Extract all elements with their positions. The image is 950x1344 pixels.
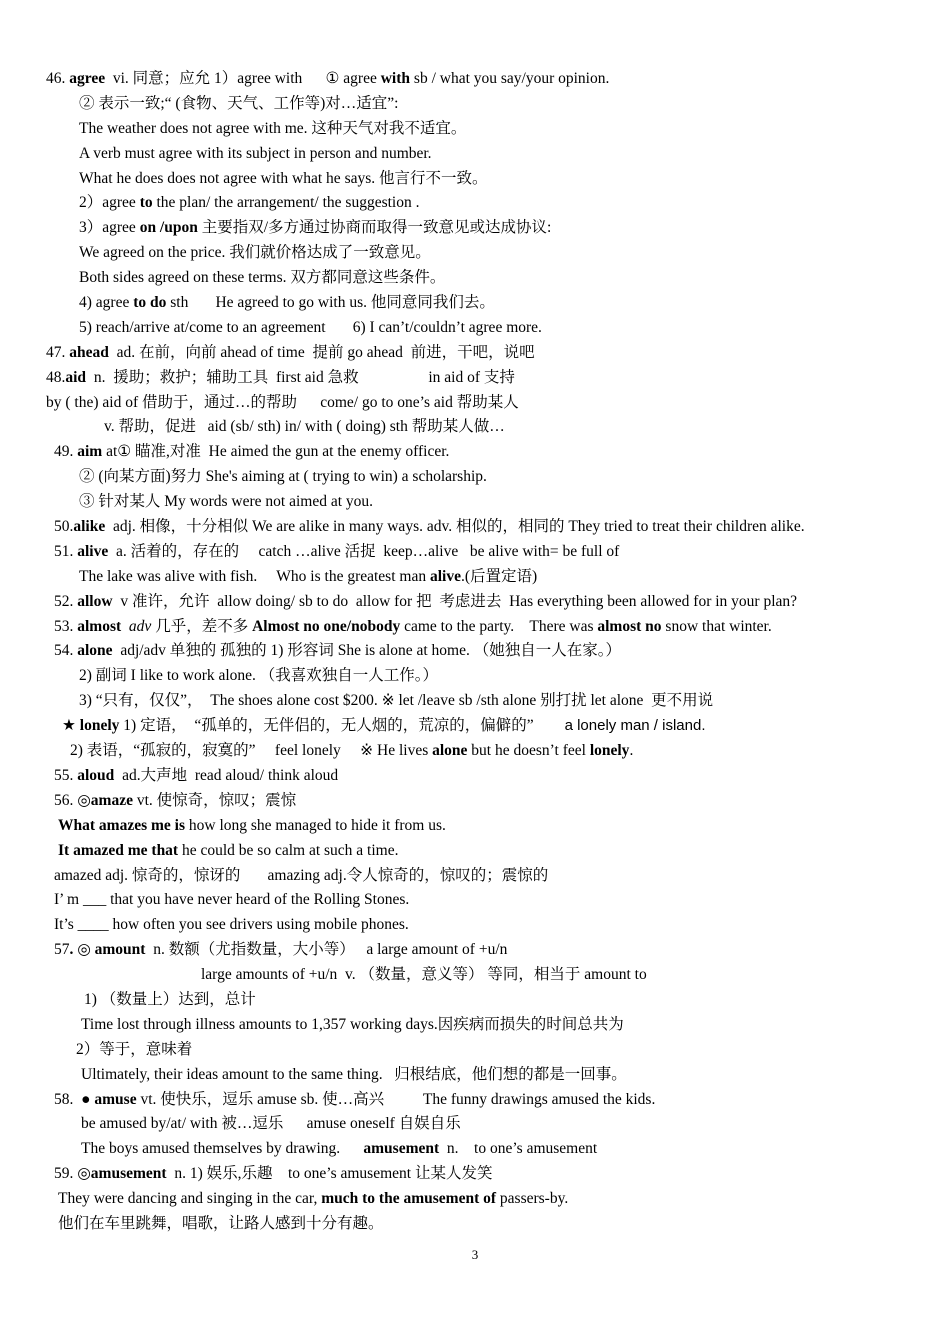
text-segment: vi. 同意；应允 1）agree with ① agree	[105, 70, 381, 87]
text-line	[0, 1038, 950, 1063]
text-segment: 53.	[54, 617, 78, 635]
text-segment: n. 1) 娱乐,乐趣 to one’s amusement 让某人发笑	[166, 1165, 493, 1183]
text-segment: aloud	[77, 766, 115, 784]
text-segment: came to the party. There was	[400, 617, 598, 635]
text-line	[0, 814, 950, 839]
text-line	[0, 714, 950, 739]
text-line	[0, 1112, 950, 1137]
text-line	[0, 167, 950, 192]
text-segment: 57	[54, 941, 70, 959]
text-segment: he could be so calm at such a time.	[178, 841, 399, 859]
text-segment: I’ m ___ that you have never heard of the Rolling Stones.	[54, 891, 410, 909]
text-segment: 58. ●	[54, 1090, 95, 1108]
text-segment: 几乎，差不多	[151, 617, 253, 635]
text-segment: 55.	[54, 766, 78, 784]
text-segment: to do	[133, 294, 167, 312]
text-segment: alone	[432, 742, 468, 760]
text-line	[0, 1212, 950, 1237]
text-segment: lonely	[589, 742, 630, 760]
text-segment: 5) reach/arrive at/come to an agreement 6) I can’t/couldn’t agree more.	[79, 318, 542, 336]
text-segment: ② (向某方面)努力 She's aiming at ( trying to win) a scholarship.	[79, 468, 487, 486]
text-segment: adv	[128, 617, 152, 635]
text-segment: 47.	[46, 343, 70, 361]
text-segment: amuse	[94, 1090, 137, 1108]
text-segment: at① 瞄准,对准 He aimed the gun at the enemy officer.	[102, 443, 450, 461]
text-segment: 2）agree	[79, 194, 140, 212]
text-segment	[121, 618, 129, 635]
text-segment: 50.	[54, 518, 74, 536]
text-segment: but he doesn’t feel	[467, 742, 590, 760]
text-segment: The boys amused themselves by drawing.	[81, 1140, 364, 1158]
text-segment: n. 援助；救护；辅助工具 first aid 急救 in aid of 支持	[86, 368, 515, 386]
text-segment: alone	[77, 642, 113, 660]
text-segment: The weather does not agree with me. 这种天气对我不适宜。	[79, 119, 467, 137]
text-segment: amazed adj. 惊奇的，惊讶的 amazing adj.令人惊奇的，惊叹的；震惊的	[54, 866, 549, 884]
text-segment: lonely	[79, 717, 120, 735]
text-segment: v. 帮助，促进 aid (sb/ sth) in/ with ( doing) sth 帮助某人做…	[104, 418, 505, 436]
text-segment: ad. 在前，向前 ahead of time 提前 go ahead 前进，干吧，说吧	[108, 343, 535, 361]
text-line	[0, 689, 950, 714]
text-segment: 56. ◎	[54, 791, 91, 809]
text-segment: 3) “只有，仅仅”， The shoes alone cost $200. ※ let /leave sb /sth alone 别打扰 let alone 更不用说	[79, 692, 714, 710]
text-segment: 51.	[54, 542, 78, 560]
text-segment: ★	[62, 717, 80, 735]
text-segment: aim	[77, 443, 103, 461]
text-segment: n. to one’s amusement	[439, 1140, 598, 1158]
text-segment: adj/adv 单独的 孤独的 1) 形容词 She is alone at home. （她独自一人在家。）	[112, 642, 621, 660]
text-segment: 4) agree	[79, 294, 134, 312]
text-line	[0, 1187, 950, 1212]
text-segment: Almost no one/nobody	[252, 617, 401, 635]
text-line	[0, 988, 950, 1013]
text-segment: alike	[73, 518, 106, 536]
text-segment: ② 表示一致;“ (食物、天气、工作等)对…适宜”:	[79, 94, 399, 112]
text-segment: 2）等于，意味着	[76, 1040, 193, 1058]
text-line	[0, 963, 950, 988]
text-line	[0, 515, 950, 540]
text-segment: n. 数额（尤指数量，大小等） a large amount of +u/n	[145, 941, 508, 959]
text-segment: A verb must agree with its subject in person and number.	[79, 144, 432, 162]
text-segment: with	[380, 70, 411, 87]
text-segment: the plan/ the arrangement/ the suggestion .	[152, 194, 420, 212]
text-line	[0, 565, 950, 590]
text-segment: They were dancing and singing in the car,	[58, 1190, 322, 1208]
text-line	[0, 291, 950, 316]
text-line	[0, 191, 950, 216]
text-segment: much to the amusement of	[321, 1190, 497, 1208]
text-line	[0, 1088, 950, 1113]
text-segment: 59. ◎	[54, 1165, 91, 1183]
text-segment: snow that winter.	[661, 617, 772, 635]
text-line	[0, 1137, 950, 1162]
text-segment: large amounts of +u/n v. （数量，意义等） 等同，相当于 amount to	[201, 966, 647, 984]
text-segment: 54.	[54, 642, 78, 660]
text-segment: 1) （数量上）达到，总计	[84, 990, 256, 1008]
text-line	[0, 490, 950, 515]
text-segment: Ultimately, their ideas amount to the same thing. 归根结底，他们想的都是一回事。	[81, 1065, 627, 1083]
text-line	[0, 764, 950, 789]
text-line	[0, 1063, 950, 1088]
text-segment: 主要指双/多方通过协商而取得一致意见或达成协议:	[197, 219, 552, 237]
text-segment: ③ 针对某人 My words were not aimed at you.	[79, 493, 374, 511]
text-line	[0, 540, 950, 565]
text-segment: ahead	[69, 343, 109, 361]
text-segment: amaze	[90, 791, 133, 809]
text-segment: .(后置定语)	[460, 567, 538, 585]
text-segment: how long she managed to hide it from us.	[185, 816, 446, 834]
text-segment: on /upon	[139, 219, 198, 237]
text-segment: It’s ____ how often you see drivers using mobile phones.	[54, 916, 409, 934]
text-segment: a. 活着的，存在的 catch …alive 活捉 keep…alive be alive with= be full of	[108, 542, 620, 560]
text-line	[0, 739, 950, 764]
text-segment: 他们在车里跳舞，唱歌，让路人感到十分有趣。	[58, 1214, 384, 1232]
text-line	[0, 341, 950, 366]
text-line	[0, 639, 950, 664]
text-line	[0, 1162, 950, 1187]
text-segment: Time lost through illness amounts to 1,357 working days.因疾病而损失的时间总共为	[81, 1015, 624, 1033]
text-line	[0, 615, 950, 640]
text-segment: passers-by.	[496, 1190, 569, 1208]
text-segment: What amazes me is	[58, 816, 185, 834]
text-line	[0, 316, 950, 341]
text-line	[0, 888, 950, 913]
text-line	[0, 266, 950, 291]
text-segment: What he does does not agree with what he says. 他言行不一致。	[79, 169, 488, 187]
text-segment: sth He agreed to go with us. 他同意同我们去。	[166, 294, 495, 312]
text-segment: almost	[77, 617, 122, 635]
text-segment: vt. 使快乐，逗乐 amuse sb. 使…高兴 The funny drawings amused the kids.	[136, 1090, 656, 1108]
text-segment: aid	[65, 368, 87, 386]
text-line	[0, 465, 950, 490]
text-line	[0, 664, 950, 689]
text-segment: allow	[77, 592, 113, 610]
text-segment: alive	[77, 542, 109, 560]
text-line	[0, 142, 950, 167]
text-segment: 2) 副词 I like to work alone. （我喜欢独自一人工作。）	[79, 667, 439, 685]
text-line	[0, 391, 950, 416]
text-segment: 52.	[54, 592, 78, 610]
text-line	[0, 839, 950, 864]
text-segment: 2) 表语，“孤寂的，寂寞的” feel lonely ※ He lives	[70, 742, 433, 760]
text-line	[0, 366, 950, 391]
text-segment: The lake was alive with fish. Who is the greatest man	[79, 567, 430, 585]
text-segment: 48.	[46, 368, 66, 386]
text-line	[0, 440, 950, 465]
text-line	[0, 415, 950, 440]
page-number: 3	[471, 1247, 479, 1262]
text-segment: We agreed on the price. 我们就价格达成了一致意见。	[79, 244, 431, 262]
text-line	[0, 216, 950, 241]
text-segment: alive	[429, 567, 461, 585]
text-line	[0, 938, 950, 963]
text-segment: amusement	[363, 1140, 440, 1158]
text-segment: almost no	[597, 617, 662, 635]
text-segment: Both sides agreed on these terms. 双方都同意这些条件。	[79, 269, 446, 287]
text-segment: 1) 定语， “孤单的，无伴侣的，无人烟的，荒凉的，偏僻的”	[119, 717, 565, 735]
text-line	[0, 913, 950, 938]
text-segment: 46.	[46, 70, 70, 87]
text-line	[0, 590, 950, 615]
text-segment: by ( the) aid of 借助于，通过…的帮助 come/ go to one’s aid 帮助某人	[46, 393, 519, 411]
text-segment: It amazed me that	[58, 841, 179, 859]
document-body	[0, 67, 950, 1237]
text-segment: amusement	[90, 1165, 167, 1183]
text-segment: vt. 使惊奇，惊叹；震惊	[132, 791, 297, 809]
text-line	[0, 864, 950, 889]
text-segment: v 准许，允许 allow doing/ sb to do allow for 把 考虑进去 Has everything been allowed for in your plan?	[112, 592, 798, 610]
text-segment: be amused by/at/ with 被…逗乐 amuse oneself 自娱自乐	[81, 1115, 461, 1133]
text-segment: 3）agree	[79, 219, 140, 237]
text-line	[0, 241, 950, 266]
text-segment: sb / what you say/your opinion.	[410, 70, 610, 87]
text-line	[0, 92, 950, 117]
text-segment: a lonely man / island.	[564, 717, 706, 735]
text-segment: adj. 相像，十分相似 We are alike in many ways. adv. 相似的，相同的 They tried to treat their children alike.	[105, 518, 805, 536]
text-segment: to	[139, 194, 153, 212]
text-line	[0, 789, 950, 814]
text-segment: . ◎ amount	[69, 941, 146, 959]
text-line	[0, 1013, 950, 1038]
text-line	[0, 117, 950, 142]
text-line	[0, 67, 950, 92]
text-segment: 49.	[54, 443, 78, 461]
text-segment: agree	[69, 70, 106, 87]
text-segment: ad.大声地 read aloud/ think aloud	[114, 766, 339, 784]
text-segment: .	[629, 742, 634, 760]
